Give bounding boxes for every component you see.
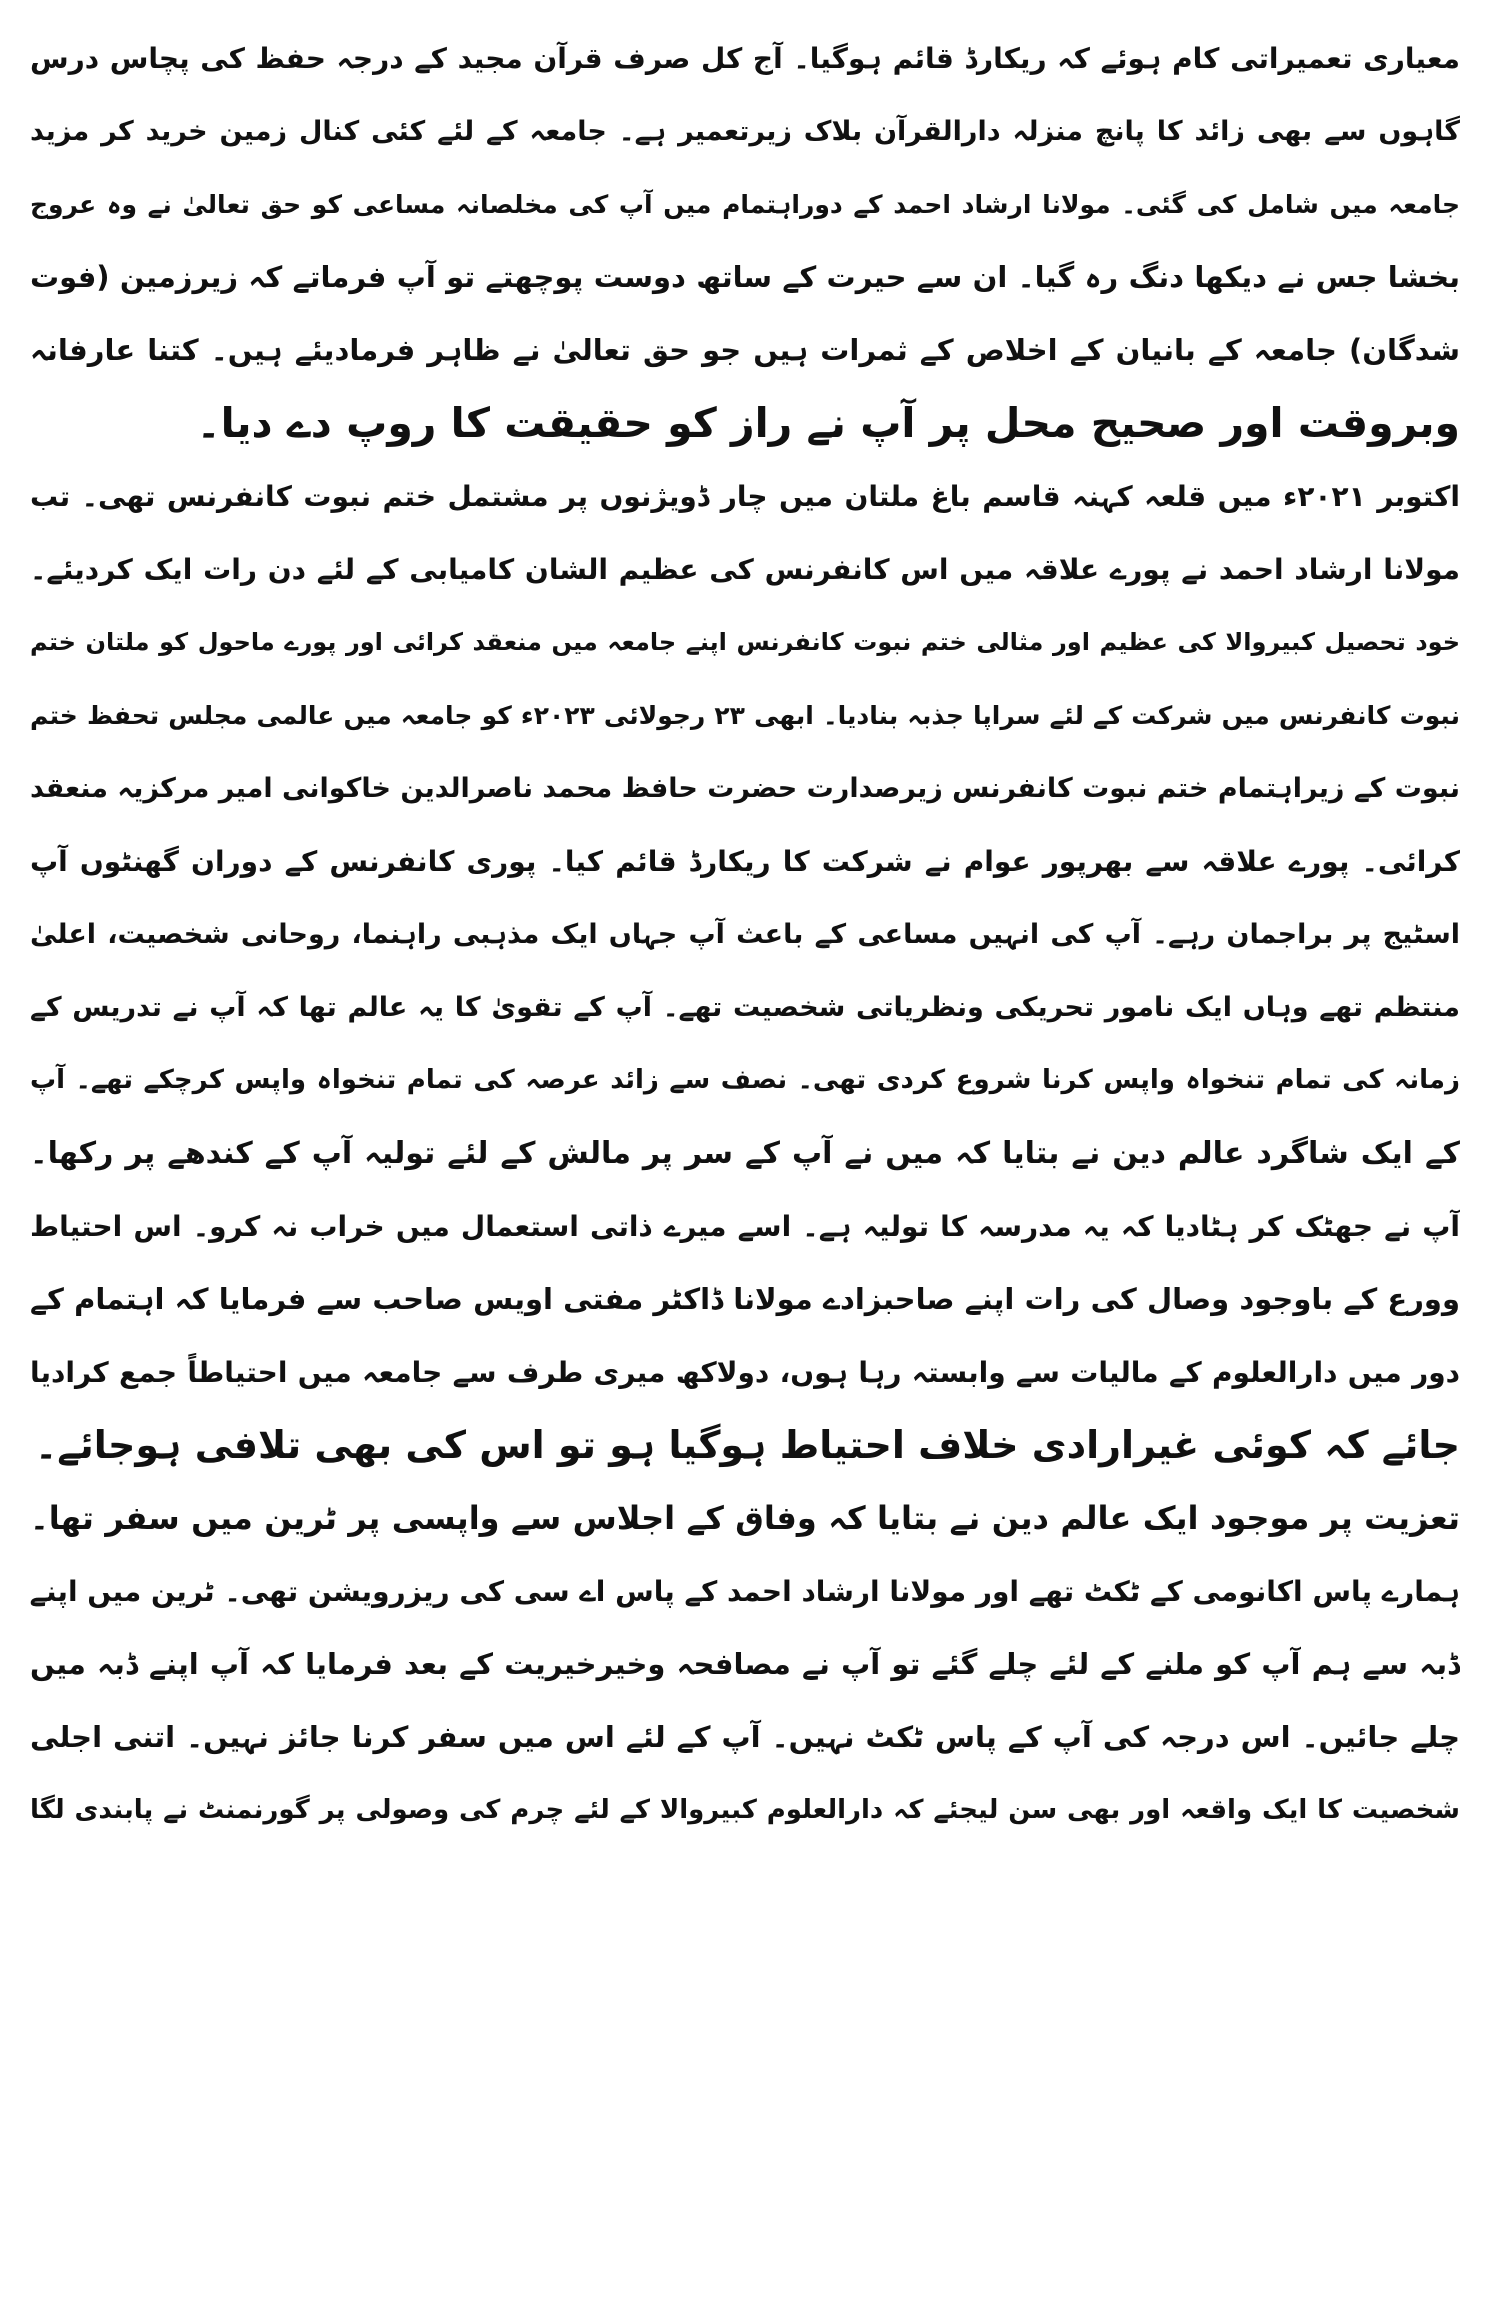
text-line: ڈبہ سے ہم آپ کو ملنے کے لئے چلے گئے تو آپ نے مصافحہ وخیرخیریت کے بعد فرمایا کہ آپ اپنے ڈبہ میں [30,1647,1460,1681]
text-line: اکتوبر ۲۰۲۱ء میں قلعہ کہنہ قاسم باغ ملتان میں چار ڈویژنوں پر مشتمل ختم نبوت کانفرنس تھی۔ تب [30,480,1460,513]
text-line: منتظم تھے وہاں ایک نامور تحریکی ونظریاتی شخصیت تھے۔ آپ کے تقویٰ کا یہ عالم تھا کہ آپ نے تدریس کے [30,992,1460,1023]
text-line: مولانا ارشاد احمد نے پورے علاقہ میں اس کانفرنس کی عظیم الشان کامیابی کے لئے دن رات ایک کردیئے۔ [30,553,1460,586]
text-line: آپ نے جھٹک کر ہٹادیا کہ یہ مدرسہ کا تولیہ ہے۔ اسے میرے ذاتی استعمال میں خراب نہ کرو۔ اس احتیاط [30,1210,1460,1243]
text-line: وبروقت اور صحیح محل پر آپ نے راز کو حقیقت کا روپ دے دیا۔ [196,399,1460,447]
paragraph-jamia-construction [30,22,1460,460]
text-line: شدگان) جامعہ کے بانیان کے اخلاص کے ثمرات ہیں جو حق تعالیٰ نے ظاہر فرمادیئے ہیں۔ کتنا عارفانہ [30,333,1460,367]
text-line: گاہوں سے بھی زائد کا پانچ منزلہ دارالقرآن بلاک زیرتعمیر ہے۔ جامعہ کے لئے کئی کنال زمین خرید کر مزید [30,116,1460,147]
text-line: خود تحصیل کبیروالا کی عظیم اور مثالی ختم نبوت کانفرنس اپنے جامعہ میں منعقد کرائی اور پورے ماحول کو ملتان ختم [30,628,1460,656]
text-line: جائے کہ کوئی غیرارادی خلاف احتیاط ہوگیا ہو تو اس کی بھی تلافی ہوجائے۔ [34,1423,1460,1467]
text-line: نبوت کے زیراہتمام ختم نبوت کانفرنس زیرصدارت حضرت حافظ محمد ناصرالدین خاکوانی امیر مرکزیہ منعقد [30,773,1460,804]
text-line: کے ایک شاگرد عالم دین نے بتایا کہ میں نے آپ کے سر پر مالش کے لئے تولیہ آپ کے کندھے پر رکھا۔ [30,1136,1460,1171]
text-line: جامعہ میں شامل کی گئی۔ مولانا ارشاد احمد کے دوراہتمام میں آپ کی مخلصانہ مساعی کو حق تعالیٰ نے وہ عروج [30,190,1460,219]
text-line: معیاری تعمیراتی کام ہوئے کہ ریکارڈ قائم ہوگیا۔ آج کل صرف قرآن مجید کے درجہ حفظ کی پچاس درس [30,42,1460,75]
text-line: نبوت کانفرنس میں شرکت کے لئے سراپا جذبہ بنادیا۔ ابھی ۲۳ رجولائی ۲۰۲۳ء کو جامعہ میں عالمی مجلس تحفظ ختم [30,701,1460,730]
text-line: تعزیت پر موجود ایک عالم دین نے بتایا کہ وفاق کے اجلاس سے واپسی پر ٹرین میں سفر تھا۔ [30,1499,1460,1537]
text-line: اسٹیج پر براجمان رہے۔ آپ کی انہیں مساعی کے باعث آپ جہاں ایک مذہبی راہنما، روحانی شخصیت، اعلیٰ [30,919,1460,950]
paragraph-train-journey [30,1482,1460,1847]
text-line: بخشا جس نے دیکھا دنگ رہ گیا۔ ان سے حیرت کے ساتھ دوست پوچھتے تو آپ فرماتے کہ زیرزمین (فوت [30,260,1460,294]
paragraph-khatm-e-nabuwwat-conference [30,460,1460,1482]
text-line: زمانہ کی تمام تنخواہ واپس کرنا شروع کردی تھی۔ نصف سے زائد عرصہ کی تمام تنخواہ واپس کرچکے تھے۔ آپ [30,1065,1460,1095]
text-line: چلے جائیں۔ اس درجہ کی آپ کے پاس ٹکٹ نہیں۔ آپ کے لئے اس میں سفر کرنا جائز نہیں۔ اتنی اجلی [30,1720,1460,1754]
text-line: کرائی۔ پورے علاقہ سے بھرپور عوام نے شرکت کا ریکارڈ قائم کیا۔ پوری کانفرنس کے دوران گھنٹوں آپ [30,845,1460,878]
text-line: دور میں دارالعلوم کے مالیات سے وابستہ رہا ہوں، دولاکھ میری طرف سے جامعہ میں احتیاطاً جمع کرادیا [30,1356,1460,1389]
text-line: شخصیت کا ایک واقعہ اور بھی سن لیجئے کہ دارالعلوم کبیروالا کے لئے چرم کی وصولی پر گورنمنٹ نے پابندی لگا [30,1795,1460,1825]
text-line: وورع کے باوجود وصال کی رات اپنے صاحبزادے مولانا ڈاکٹر مفتی اویس صاحب سے فرمایا کہ اہتمام کے [30,1282,1460,1316]
text-line: ہمارے پاس اکانومی کے ٹکٹ تھے اور مولانا ارشاد احمد کے پاس اے سی کی ریزرویشن تھی۔ ٹرین میں اپنے [30,1575,1460,1608]
